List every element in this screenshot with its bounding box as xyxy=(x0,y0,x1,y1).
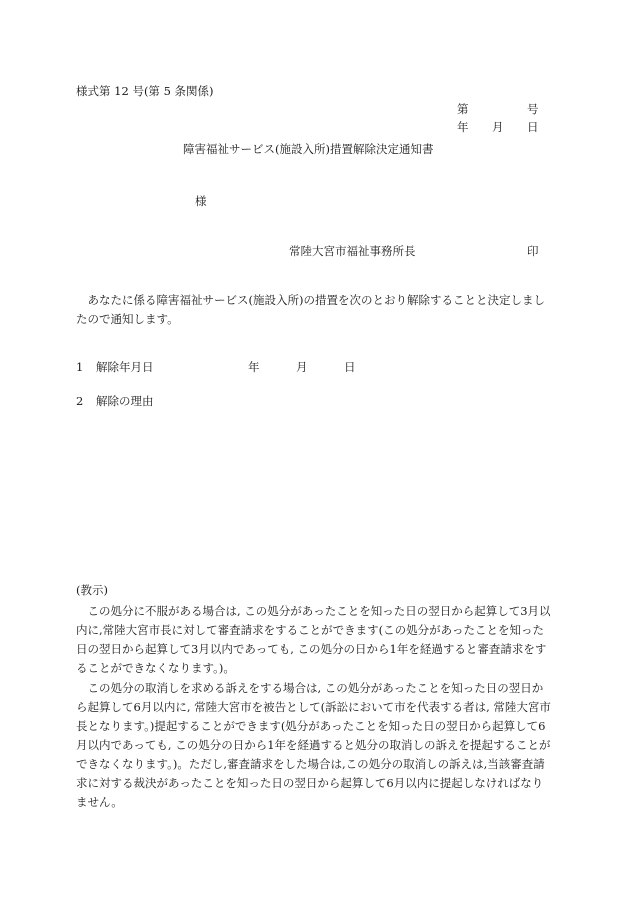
recipient-honorific: 様 xyxy=(195,194,207,208)
notice-paragraph-2: この処分の取消しを求める訴えをする場合は, この処分があったことを知った日の翌日から起算して6月以内に, 常陸大宮市を被告として(訴訟において市を代表する者は, 常陸大宮市長となります。)提起することができます(処分があったことを知った日の翌日から起算して6月以内であっても, この処分の日から1年を経過すると処分の取消しの訴えを提起することができなくなります。)。ただし,審査請求をした場合は,この処分の取消しの訴えは,当該審査請求に対する裁決があったことを知った日の翌日から起算して6月以内に提起しなければなりません。 xyxy=(76,681,551,809)
item-2-number: 2 xyxy=(76,394,84,408)
document-title: 障害福祉サービス(施設入所)措置解除決定通知書 xyxy=(183,142,434,156)
item-1-year-label: 年 xyxy=(248,360,260,374)
item-1-number: 1 xyxy=(76,360,84,374)
document-number-dai: 第 xyxy=(457,102,469,116)
item-1-month-label: 月 xyxy=(296,360,308,374)
seal-mark: 印 xyxy=(527,244,539,258)
date-month-label: 月 xyxy=(492,120,504,134)
date-day-label: 日 xyxy=(527,120,539,134)
notification-body: あなたに係る障害福祉サービス(施設入所)の措置を次のとおり解除することと決定しましたので通知します。 xyxy=(76,293,545,326)
form-number: 様式第 12 号(第 5 条関係) xyxy=(76,84,214,98)
document-number-go: 号 xyxy=(527,102,539,116)
item-1-day-label: 日 xyxy=(344,360,356,374)
date-year-label: 年 xyxy=(457,120,469,134)
notice-heading: (教示) xyxy=(76,583,108,597)
notice-paragraph-1: この処分に不服がある場合は, この処分があったことを知った日の翌日から起算して3月以内に,常陸大宮市長に対して審査請求をすることができます(この処分があったことを知った日の翌日から起算して3月以内であっても, この処分の日から1年を経過すると審査請求をすることができなくなります。)。 xyxy=(76,604,551,675)
item-1-label: 解除年月日 xyxy=(96,360,154,374)
item-2-label: 解除の理由 xyxy=(96,394,154,408)
sender-name: 常陸大宮市福祉事務所長 xyxy=(289,244,416,258)
